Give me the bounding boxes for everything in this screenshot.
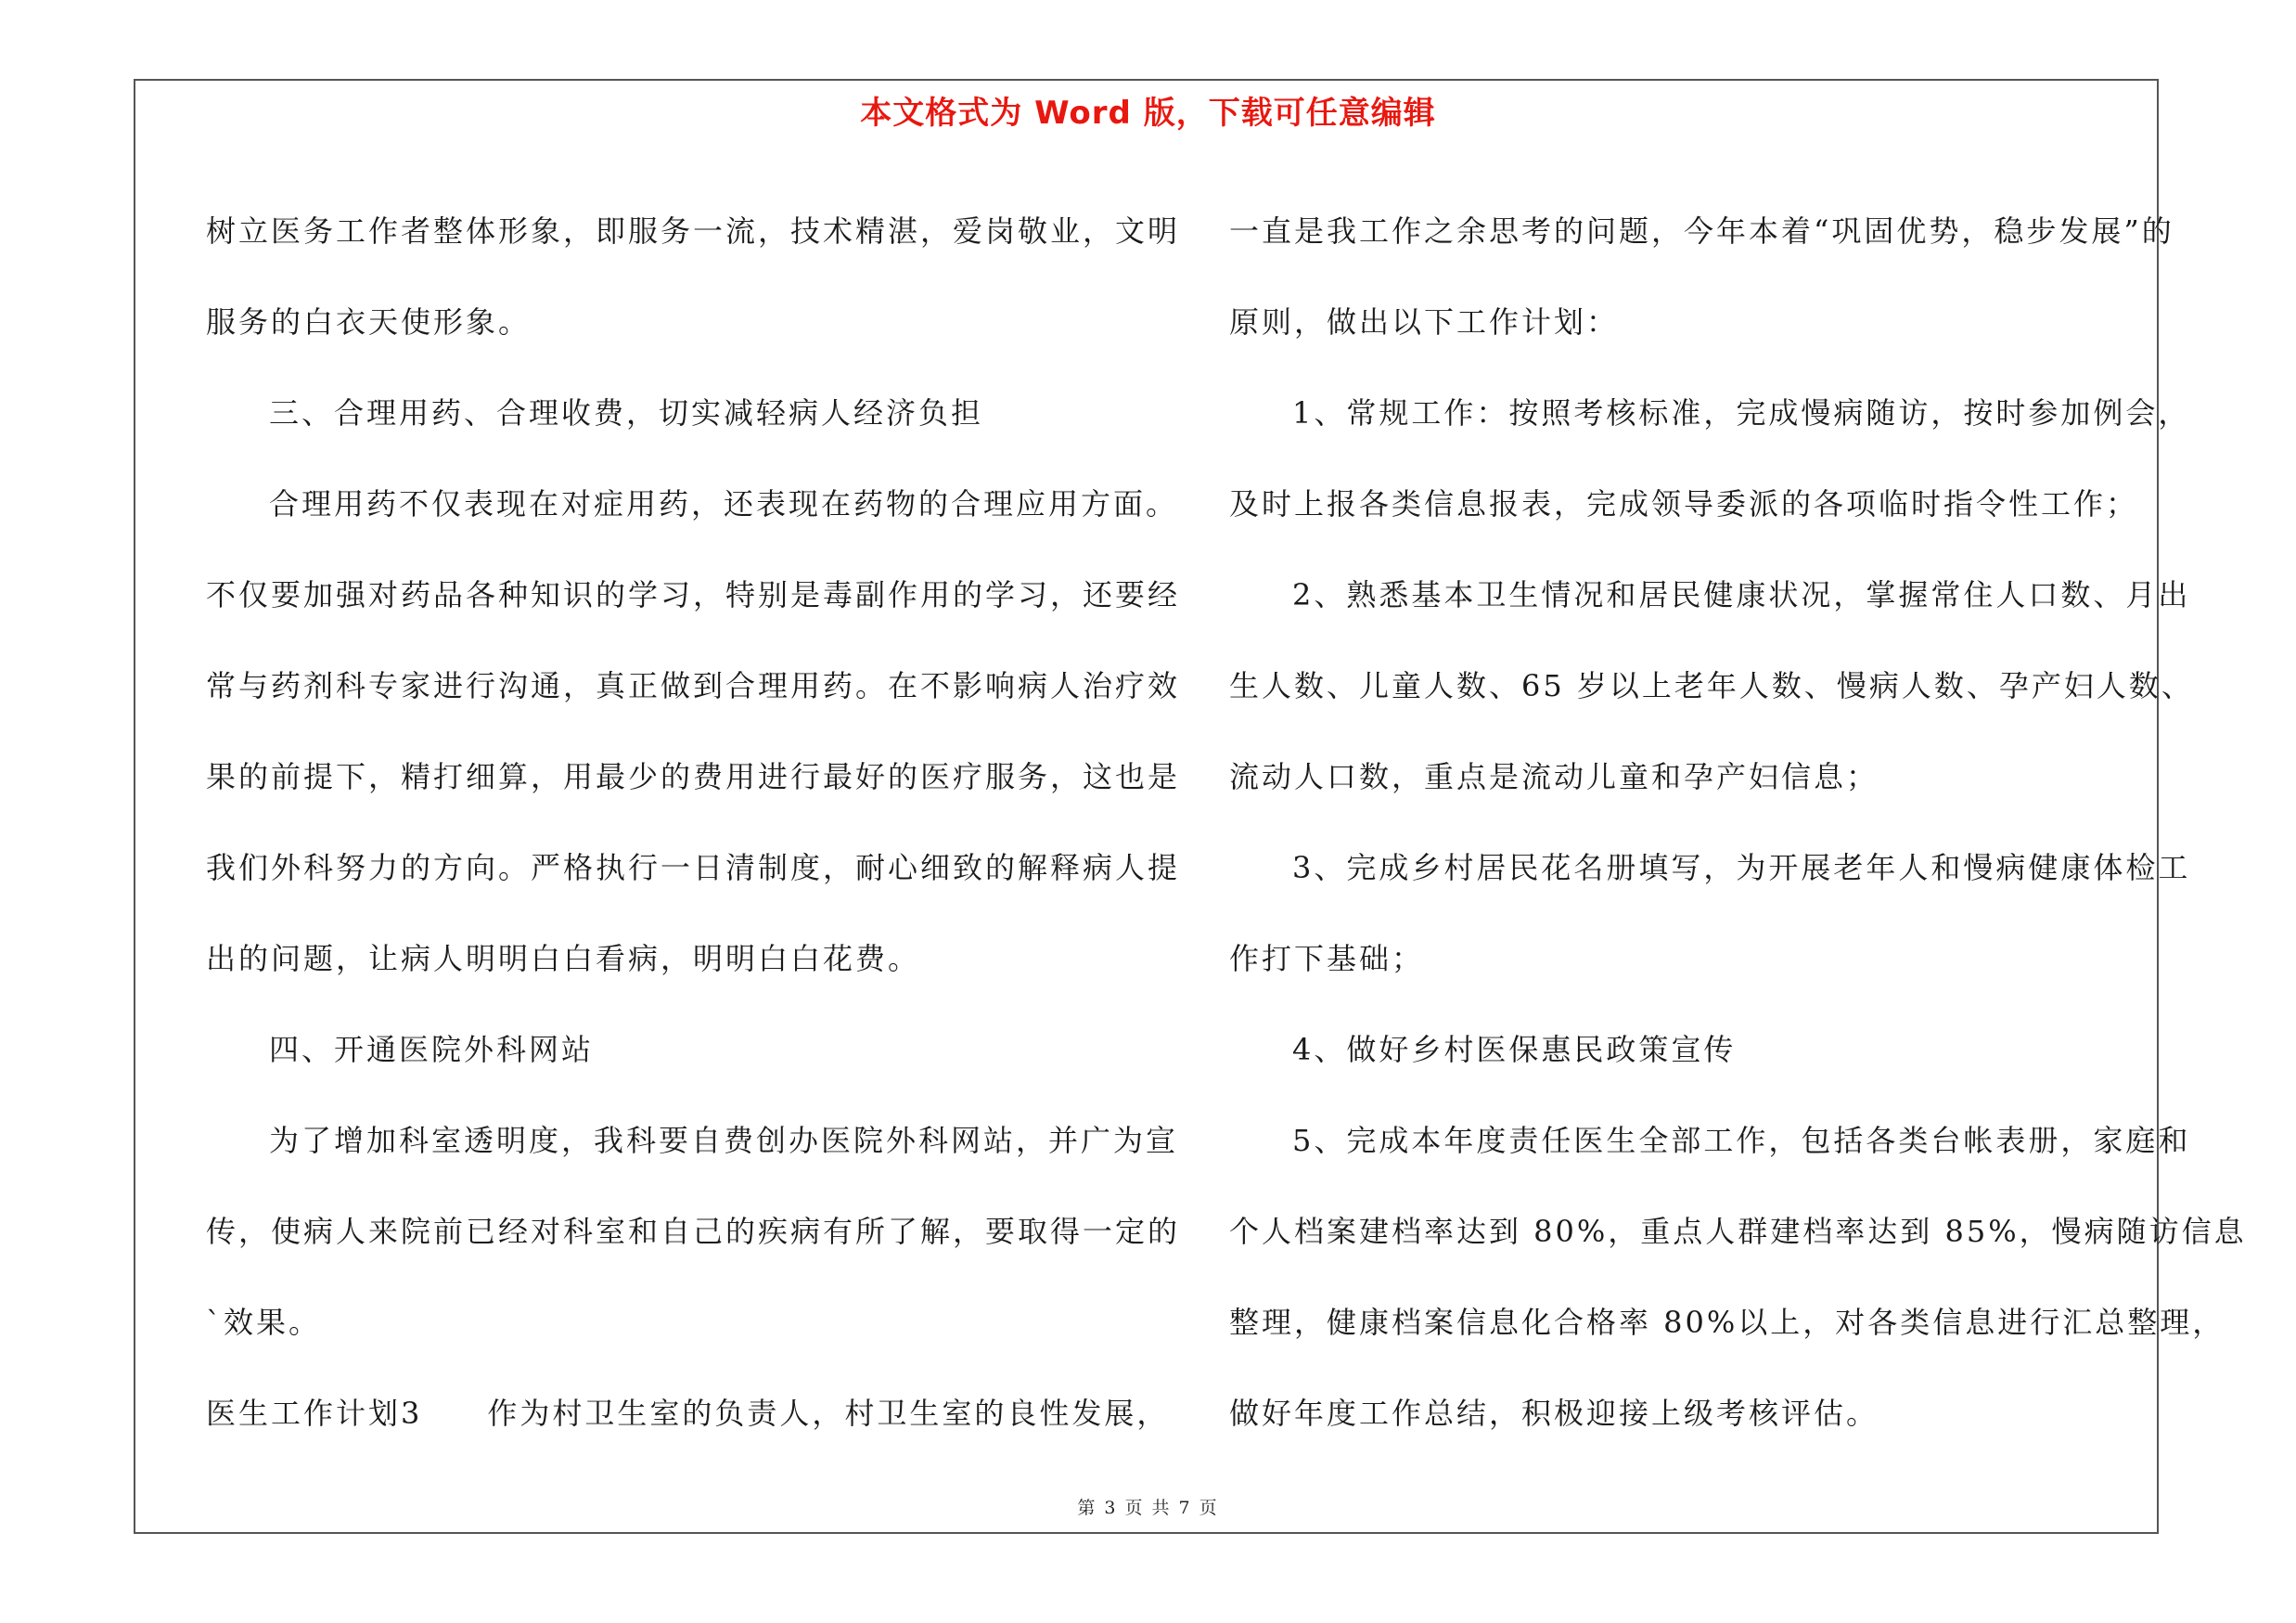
text-line: 果的前提下，精打细算，用最少的费用进行最好的医疗服务，这也是 xyxy=(206,759,1181,794)
section-heading: 四、开通医院外科网站 xyxy=(269,1032,595,1067)
section-heading: 三、合理用药、合理收费，切实减轻病人经济负担 xyxy=(269,395,984,431)
text-line: `效果。 xyxy=(206,1305,322,1340)
text-line: 原则，做出以下工作计划： xyxy=(1229,304,1620,340)
text-line: 传，使病人来院前已经对科室和自己的疾病有所了解，要取得一定的 xyxy=(206,1214,1181,1249)
text-line: 不仅要加强对药品各种知识的学习，特别是毒副作用的学习，还要经 xyxy=(206,577,1181,612)
plan-item: 3、完成乡村居民花名册填写，为开展老年人和慢病健康体检工 xyxy=(1292,850,2191,885)
text-line: 流动人口数，重点是流动儿童和孕产妇信息； xyxy=(1229,759,1879,794)
text-line: 一直是我工作之余思考的问题，今年本着“巩固优势，稳步发展”的 xyxy=(1229,213,2174,249)
text-line: 为了增加科室透明度，我科要自费创办医院外科网站，并广为宣 xyxy=(269,1123,1179,1158)
text-line: 我们外科努力的方向。严格执行一日清制度，耐心细致的解释病人提 xyxy=(206,850,1181,885)
left-column xyxy=(206,186,1181,1459)
text-line: 出的问题，让病人明明白白看病，明明白白花费。 xyxy=(206,941,921,976)
text-line: 生人数、儿童人数、65 岁以上老年人数、慢病人数、孕产妇人数、 xyxy=(1229,668,2194,703)
text-line: 做好年度工作总结，积极迎接上级考核评估。 xyxy=(1229,1396,1879,1431)
plan-title-line xyxy=(206,1368,1170,1459)
plan-item: 4、做好乡村医保惠民政策宣传 xyxy=(1292,1032,1737,1067)
plan-intro: 作为村卫生室的负责人，村卫生室的良性发展， xyxy=(487,1396,1170,1431)
plan-item: 1、常规工作：按照考核标准，完成慢病随访，按时参加例会， xyxy=(1292,395,2191,431)
text-line: 及时上报各类信息报表，完成领导委派的各项临时指令性工作； xyxy=(1229,486,2139,522)
text-line: 服务的白衣天使形象。 xyxy=(206,304,532,340)
text-line: 树立医务工作者整体形象，即服务一流，技术精湛，爱岗敬业，文明 xyxy=(206,213,1181,249)
plan-title: 医生工作计划3 xyxy=(206,1396,423,1431)
format-banner: 本文格式为 Word 版，下载可任意编辑 xyxy=(860,95,1436,132)
right-column xyxy=(1229,186,2247,1459)
page-number: 第 3 页 共 7 页 xyxy=(1077,1498,1219,1518)
text-line: 整理，健康档案信息化合格率 80%以上，对各类信息进行汇总整理， xyxy=(1229,1305,2225,1340)
text-line: 作打下基础； xyxy=(1229,941,1425,976)
text-line: 常与药剂科专家进行沟通，真正做到合理用药。在不影响病人治疗效 xyxy=(206,668,1181,703)
plan-item: 5、完成本年度责任医生全部工作，包括各类台帐表册，家庭和 xyxy=(1292,1123,2191,1158)
text-line: 合理用药不仅表现在对症用药，还表现在药物的合理应用方面。 xyxy=(269,486,1179,522)
plan-item: 2、熟悉基本卫生情况和居民健康状况，掌握常住人口数、月出 xyxy=(1292,577,2191,612)
text-line: 个人档案建档率达到 80%，重点人群建档率达到 85%，慢病随访信息 xyxy=(1229,1214,2247,1249)
